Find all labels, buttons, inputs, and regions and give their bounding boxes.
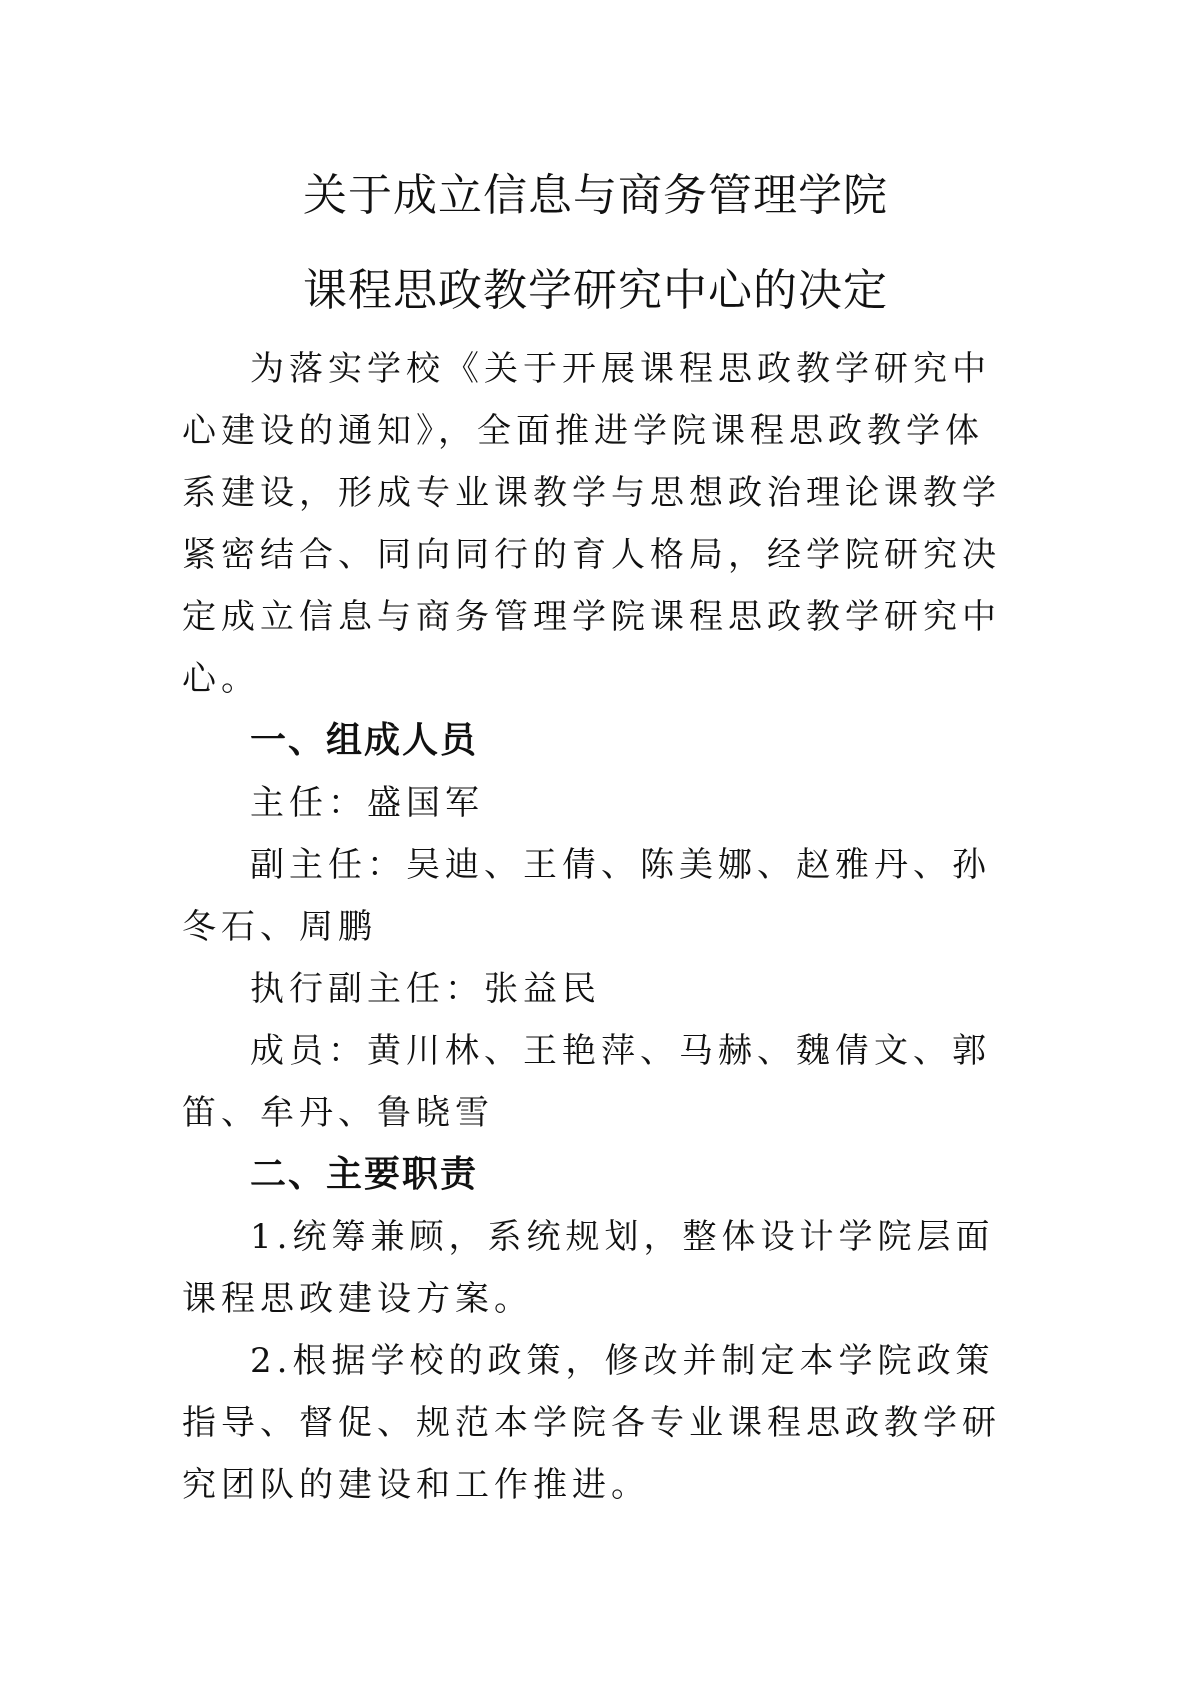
duty-item: 1.统筹兼顾，系统规划，整体设计学院层面课程思政建设方案。 — [182, 1217, 995, 1319]
deputy-directors-line: 副主任：吴迪、王倩、陈美娜、赵雅丹、孙冬石、周鹏 — [182, 845, 991, 947]
director-line: 主任：盛国军 — [250, 783, 484, 823]
section-heading-duties: 二、主要职责 — [250, 1154, 479, 1195]
intro-paragraph: 为落实学校《关于开展课程思政教学研究中心建设的通知》，全面推进学院课程思政教学体系建设，形成专业课教学与思想政治理论课教学紧密结合、同向同行的育人格局，经学院研究决定成立信息与商务管理学院课程思政教学研究中心。 — [182, 349, 1001, 699]
document-title-line-2: 课程思政教学研究中心的决定 — [303, 265, 888, 316]
document-body — [182, 338, 1016, 1516]
duty-item: 2.根据学校的政策，修改并制定本学院政策指导、督促、规范本学院各专业课程思政教学研究团队的建设和工作推进。 — [182, 1341, 1001, 1505]
section-heading-members: 一、组成人员 — [250, 720, 479, 761]
executive-deputy-line: 执行副主任：张益民 — [250, 969, 601, 1009]
members-line: 成员：黄川林、王艳萍、马赫、魏倩文、郭笛、牟丹、鲁晓雪 — [182, 1031, 991, 1133]
document-title-line-1: 关于成立信息与商务管理学院 — [303, 170, 888, 221]
